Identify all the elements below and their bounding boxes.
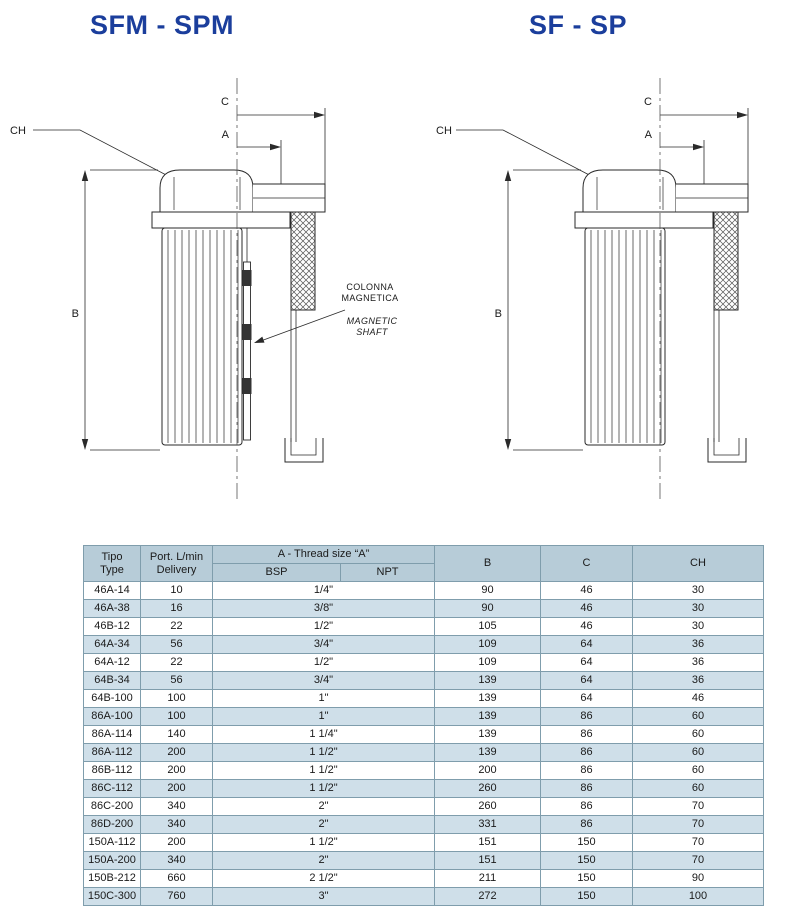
cell-b: 139	[435, 744, 541, 762]
dim-label-a: A	[221, 129, 229, 141]
cell-ch: 90	[633, 870, 764, 888]
table-row	[84, 672, 764, 690]
cell-type: 150A-112	[84, 834, 141, 852]
cell-ch: 36	[633, 672, 764, 690]
cell-ch: 60	[633, 708, 764, 726]
col-header-c: C	[541, 546, 633, 582]
cell-ch: 70	[633, 816, 764, 834]
title-sfm-spm: SFM - SPM	[90, 10, 234, 40]
table-row	[84, 618, 764, 636]
table-row	[84, 852, 764, 870]
cell-ch: 36	[633, 636, 764, 654]
cell-b: 200	[435, 762, 541, 780]
cell-delivery: 22	[141, 618, 213, 636]
cell-thread: 1/2"	[213, 654, 435, 672]
cell-c: 86	[541, 798, 633, 816]
drawing-sfm-spm	[10, 78, 399, 500]
cell-ch: 30	[633, 618, 764, 636]
table-row	[84, 690, 764, 708]
cell-c: 150	[541, 834, 633, 852]
cell-type: 86A-114	[84, 726, 141, 744]
cell-delivery: 140	[141, 726, 213, 744]
table-row	[84, 762, 764, 780]
cell-b: 260	[435, 798, 541, 816]
magnetic-shaft	[243, 228, 252, 440]
cell-thread: 3/4"	[213, 636, 435, 654]
annotation-magnetic: MAGNETIC	[346, 316, 398, 326]
header-line-type: Type	[100, 563, 124, 576]
cell-ch: 30	[633, 600, 764, 618]
cell-type: 46B-12	[84, 618, 141, 636]
cell-delivery: 200	[141, 780, 213, 798]
drawings-svg	[0, 58, 811, 518]
cell-ch: 70	[633, 852, 764, 870]
cell-type: 86C-200	[84, 798, 141, 816]
cell-c: 150	[541, 852, 633, 870]
table-row	[84, 708, 764, 726]
cell-delivery: 340	[141, 798, 213, 816]
cell-type: 150B-212	[84, 870, 141, 888]
cell-thread: 3"	[213, 888, 435, 906]
cell-c: 86	[541, 708, 633, 726]
cell-b: 90	[435, 582, 541, 600]
cell-c: 64	[541, 672, 633, 690]
cell-b: 90	[435, 600, 541, 618]
cell-c: 64	[541, 654, 633, 672]
table-row	[84, 870, 764, 888]
cell-ch: 36	[633, 654, 764, 672]
annotation-colonna: COLONNA	[346, 282, 394, 292]
cell-thread: 2"	[213, 816, 435, 834]
cell-thread: 2"	[213, 798, 435, 816]
cell-ch: 70	[633, 834, 764, 852]
cell-delivery: 22	[141, 654, 213, 672]
cell-b: 109	[435, 654, 541, 672]
table-row	[84, 888, 764, 906]
cell-c: 46	[541, 582, 633, 600]
cell-c: 150	[541, 870, 633, 888]
cell-c: 64	[541, 690, 633, 708]
cell-delivery: 10	[141, 582, 213, 600]
cell-delivery: 56	[141, 672, 213, 690]
table-row	[84, 834, 764, 852]
cell-ch: 60	[633, 780, 764, 798]
table-row	[84, 780, 764, 798]
cell-thread: 1 1/2"	[213, 744, 435, 762]
cell-thread: 3/8"	[213, 600, 435, 618]
cell-c: 86	[541, 744, 633, 762]
cell-thread: 1 1/2"	[213, 762, 435, 780]
annotation-arrowhead	[254, 337, 265, 343]
cell-c: 150	[541, 888, 633, 906]
cell-c: 64	[541, 636, 633, 654]
cell-b: 151	[435, 834, 541, 852]
table-row	[84, 798, 764, 816]
spec-table-container	[83, 545, 763, 906]
cell-thread: 2 1/2"	[213, 870, 435, 888]
cell-c: 46	[541, 618, 633, 636]
header-line-delivery: Delivery	[156, 563, 197, 576]
annotation-leader	[258, 310, 345, 342]
title-sf-sp: SF - SP	[528, 10, 627, 40]
cell-type: 46A-14	[84, 582, 141, 600]
table-row	[84, 726, 764, 744]
cell-b: 139	[435, 690, 541, 708]
cell-type: 86B-112	[84, 762, 141, 780]
cell-delivery: 760	[141, 888, 213, 906]
cell-delivery: 340	[141, 852, 213, 870]
table-row	[84, 600, 764, 618]
cell-b: 260	[435, 780, 541, 798]
cell-c: 86	[541, 762, 633, 780]
cell-ch: 60	[633, 762, 764, 780]
dim-label-c: C	[221, 96, 229, 108]
cell-b: 139	[435, 672, 541, 690]
cell-b: 272	[435, 888, 541, 906]
cell-ch: 100	[633, 888, 764, 906]
cell-b: 139	[435, 708, 541, 726]
col-header-thread-group: A - Thread size “A”	[213, 546, 435, 564]
cell-ch: 30	[633, 582, 764, 600]
cell-b: 151	[435, 852, 541, 870]
dim-label-ch: CH	[10, 125, 26, 137]
cell-thread: 1 1/2"	[213, 780, 435, 798]
cell-type: 86A-112	[84, 744, 141, 762]
table-row	[84, 636, 764, 654]
cell-b: 109	[435, 636, 541, 654]
cell-type: 46A-38	[84, 600, 141, 618]
cell-type: 64A-34	[84, 636, 141, 654]
cell-ch: 46	[633, 690, 764, 708]
cell-type: 86D-200	[84, 816, 141, 834]
dim-label-b: B	[71, 308, 79, 320]
cell-type: 64A-12	[84, 654, 141, 672]
col-header-npt: NPT	[341, 564, 435, 582]
table-row	[84, 744, 764, 762]
annotation-shaft: SHAFT	[356, 327, 388, 337]
cell-thread: 2"	[213, 852, 435, 870]
cell-thread: 1 1/4"	[213, 726, 435, 744]
cell-type: 150A-200	[84, 852, 141, 870]
drawing-sf-sp	[436, 78, 748, 500]
cell-ch: 60	[633, 744, 764, 762]
cell-delivery: 100	[141, 708, 213, 726]
cell-type: 150C-300	[84, 888, 141, 906]
table-row	[84, 654, 764, 672]
cell-delivery: 340	[141, 816, 213, 834]
dim-label-c: C	[644, 96, 652, 108]
col-header-ch: CH	[633, 546, 764, 582]
cell-delivery: 200	[141, 744, 213, 762]
cell-type: 86A-100	[84, 708, 141, 726]
spec-table	[83, 545, 764, 906]
cell-b: 105	[435, 618, 541, 636]
col-header-delivery	[141, 546, 213, 582]
cell-type: 64B-100	[84, 690, 141, 708]
technical-drawings	[0, 58, 811, 518]
cell-thread: 3/4"	[213, 672, 435, 690]
cell-c: 86	[541, 726, 633, 744]
col-header-type	[84, 546, 141, 582]
annotation-magnetica: MAGNETICA	[341, 293, 399, 303]
cell-b: 211	[435, 870, 541, 888]
header-line-tipo: Tipo	[101, 550, 123, 563]
spec-table-body	[84, 582, 764, 906]
dim-label-ch: CH	[436, 125, 452, 137]
cell-delivery: 56	[141, 636, 213, 654]
cell-delivery: 16	[141, 600, 213, 618]
col-header-b: B	[435, 546, 541, 582]
cell-delivery: 200	[141, 834, 213, 852]
cell-c: 46	[541, 600, 633, 618]
cell-thread: 1/2"	[213, 618, 435, 636]
cell-thread: 1/4"	[213, 582, 435, 600]
spec-table-header	[84, 546, 764, 582]
cell-delivery: 200	[141, 762, 213, 780]
cell-delivery: 100	[141, 690, 213, 708]
cell-thread: 1 1/2"	[213, 834, 435, 852]
cell-ch: 60	[633, 726, 764, 744]
col-header-bsp: BSP	[213, 564, 341, 582]
cell-type: 64B-34	[84, 672, 141, 690]
cell-type: 86C-112	[84, 780, 141, 798]
dim-label-b: B	[494, 308, 502, 320]
cell-ch: 70	[633, 798, 764, 816]
header-line-port: Port. L/min	[149, 550, 204, 563]
table-row	[84, 582, 764, 600]
cell-thread: 1"	[213, 690, 435, 708]
table-row	[84, 816, 764, 834]
cell-b: 331	[435, 816, 541, 834]
cell-delivery: 660	[141, 870, 213, 888]
cell-b: 139	[435, 726, 541, 744]
cell-thread: 1"	[213, 708, 435, 726]
cell-c: 86	[541, 780, 633, 798]
cell-c: 86	[541, 816, 633, 834]
dim-label-a: A	[644, 129, 652, 141]
